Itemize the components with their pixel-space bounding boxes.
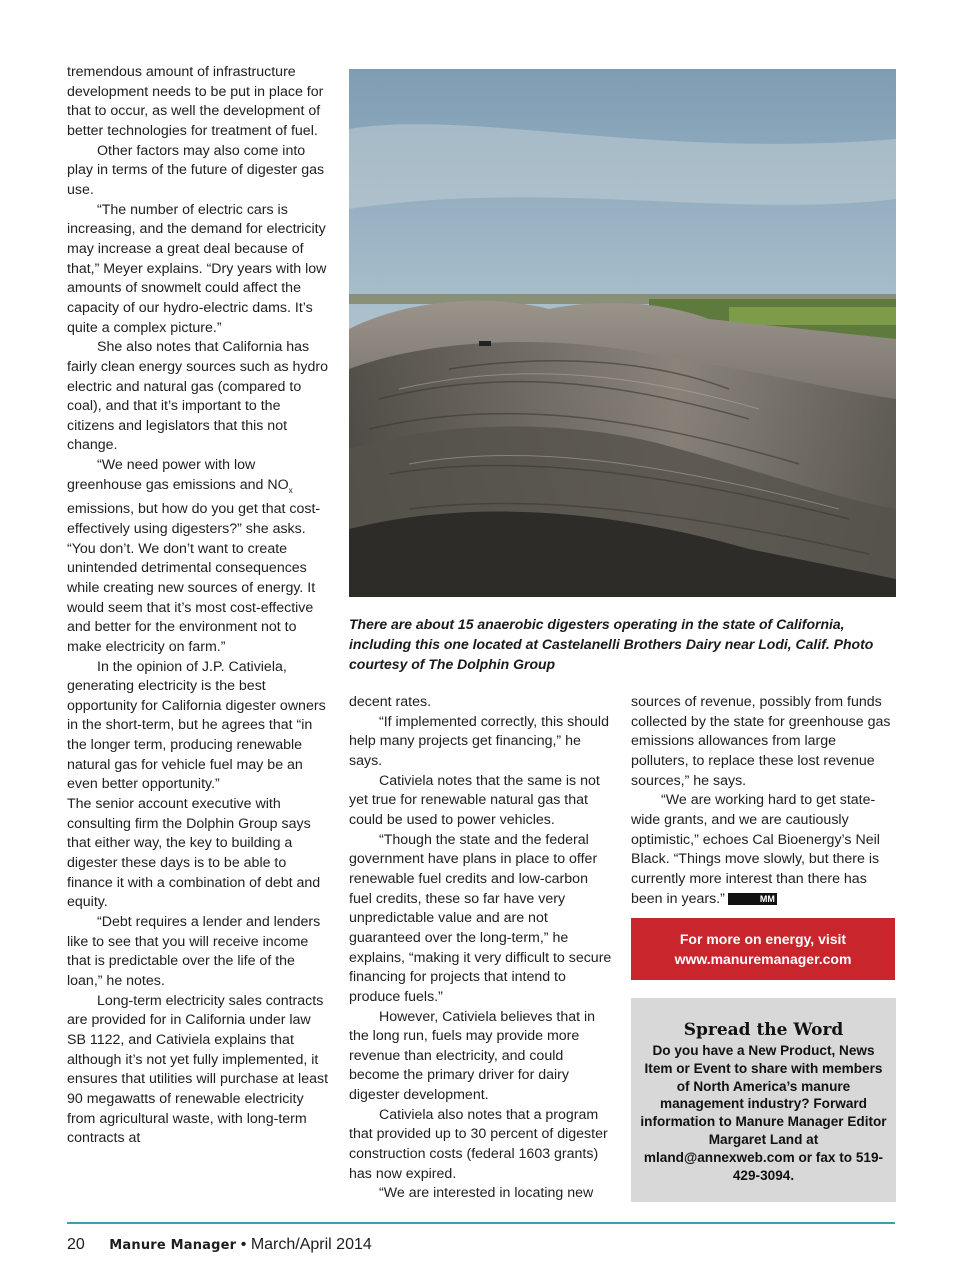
promo-box[interactable] <box>631 918 895 980</box>
nox-text-after: emissions, but how do you get that cost-effectively using digesters?” she asks. “You don’t. We don’t want to create unintended detrimental consequences while creating new sources of energy. It would seem that it’s most cost-effective and better for the environment not to make electricity on farm.” <box>67 501 321 655</box>
paragraph: “We are interested in locating new <box>379 1185 594 1202</box>
paragraph: The senior account executive with consulting firm the Dolphin Group says that either way, the key to building a digester these days is to be able to finance it with a combination of debt and equity. <box>67 796 321 911</box>
promo-link[interactable]: www.manuremanager.com <box>674 951 852 967</box>
paragraph: decent rates. <box>349 694 432 710</box>
spread-the-word-box <box>631 998 896 1202</box>
end-mark-icon: MM <box>728 893 777 905</box>
final-paragraph-text: “We are working hard to get state-wide grants, and we are cautiously optimistic,” echoes Cal Bioenergy’s Neil Black. “Things move slowly, but there is currently more interest than there has been in years.” <box>631 792 880 907</box>
nox-text-before: “We need power with low greenhouse gas emissions and NO <box>67 457 289 493</box>
paragraph: “Though the state and the federal government have plans in place to offer renewable fuel credits and low-carbon fuel credits, these so far have very unpredictable value and are not guaranteed over the long-term,” he explains, “making it very difficult to secure financing for projects that intend to produce fuels.” <box>349 831 612 1005</box>
page-footer <box>67 1236 372 1254</box>
paragraph: Cativiela also notes that a program that provided up to 30 percent of digester construction costs (federal 1603 grants) has now expired. <box>349 1106 608 1182</box>
sidebar-body: Do you have a New Product, News Item or Event to share with members of North America’s manure management industry? Forward information to Manure Manager Editor Margaret Land at mland@annexweb.com or fax to 519-429-3094. <box>640 1043 887 1183</box>
photo-caption: There are about 15 anaerobic digesters operating in the state of California, including this one located at Castelanelli Brothers Dairy near Lodi, Calif. Photo courtesy of The Dolphin Group <box>349 616 874 672</box>
page-number: 20 <box>67 1236 85 1253</box>
paragraph: Long-term electricity sales contracts are provided for in California under law SB 1122, and Cativiela explains that although it’s not yet fully implemented, it ensures that utilities will purchase at least 90 megawatts of renewable electricity from agricultural waste, with long-term contracts at <box>67 992 329 1147</box>
footer-divider <box>67 1222 895 1224</box>
paragraph-nox <box>67 456 331 657</box>
paragraph: She also notes that California has fairly clean energy sources such as hydro electric and natural gas (compared to coal), and that it’s important to the citizens and legislators that this not change. <box>67 339 329 454</box>
paragraph: tremendous amount of infrastructure development needs to be put in place for that to occur, as well the development of better technologies for treatment of fuel. <box>67 64 324 139</box>
footer-separator: • <box>240 1236 247 1253</box>
paragraph: “The number of electric cars is increasing, and the demand for electricity may increase a great deal because of that,” Meyer explains. “Dry years with low amounts of snowmelt could affect the capacity of our hydro-electric dams. It’s quite a complex picture.” <box>67 201 327 336</box>
nox-subscript: x <box>288 485 293 495</box>
paragraph: Other factors may also come into play in terms of the future of digester gas use. <box>67 142 325 198</box>
magazine-name: Manure Manager <box>109 1238 237 1253</box>
paragraph: “Debt requires a lender and lenders like to see that you will receive income that is predictable over the life of the loan,” he notes. <box>67 914 321 990</box>
article-column-1 <box>67 63 331 1149</box>
digester-photo <box>349 69 896 597</box>
paragraph-final <box>631 791 896 909</box>
article-column-2 <box>349 693 613 1204</box>
digester-photo-illustration <box>349 69 896 597</box>
paragraph: “If implemented correctly, this should help many projects get financing,” he says. <box>349 713 609 769</box>
issue-date: March/April 2014 <box>250 1236 372 1253</box>
paragraph: sources of revenue, possibly from funds collected by the state for greenhouse gas emissions allowances from large polluters, to replace these lost revenue sources,” he says. <box>631 694 891 789</box>
article-column-3 <box>631 693 896 909</box>
paragraph: Cativiela notes that the same is not yet true for renewable natural gas that could be used to power vehicles. <box>349 772 600 828</box>
paragraph: However, Cativiela believes that in the long run, fuels may provide more revenue than electricity, and could become the primary driver for dairy digester development. <box>349 1008 596 1104</box>
paragraph: In the opinion of J.P. Cativiela, generating electricity is the best opportunity for California digester owners in the short-term, but he agrees that “in the longer term, producing renewable natural gas for vehicle fuel may be an even better opportunity.” <box>67 658 326 793</box>
promo-line-1: For more on energy, visit <box>679 931 847 947</box>
sidebar-title: Spread the Word <box>683 1020 844 1040</box>
